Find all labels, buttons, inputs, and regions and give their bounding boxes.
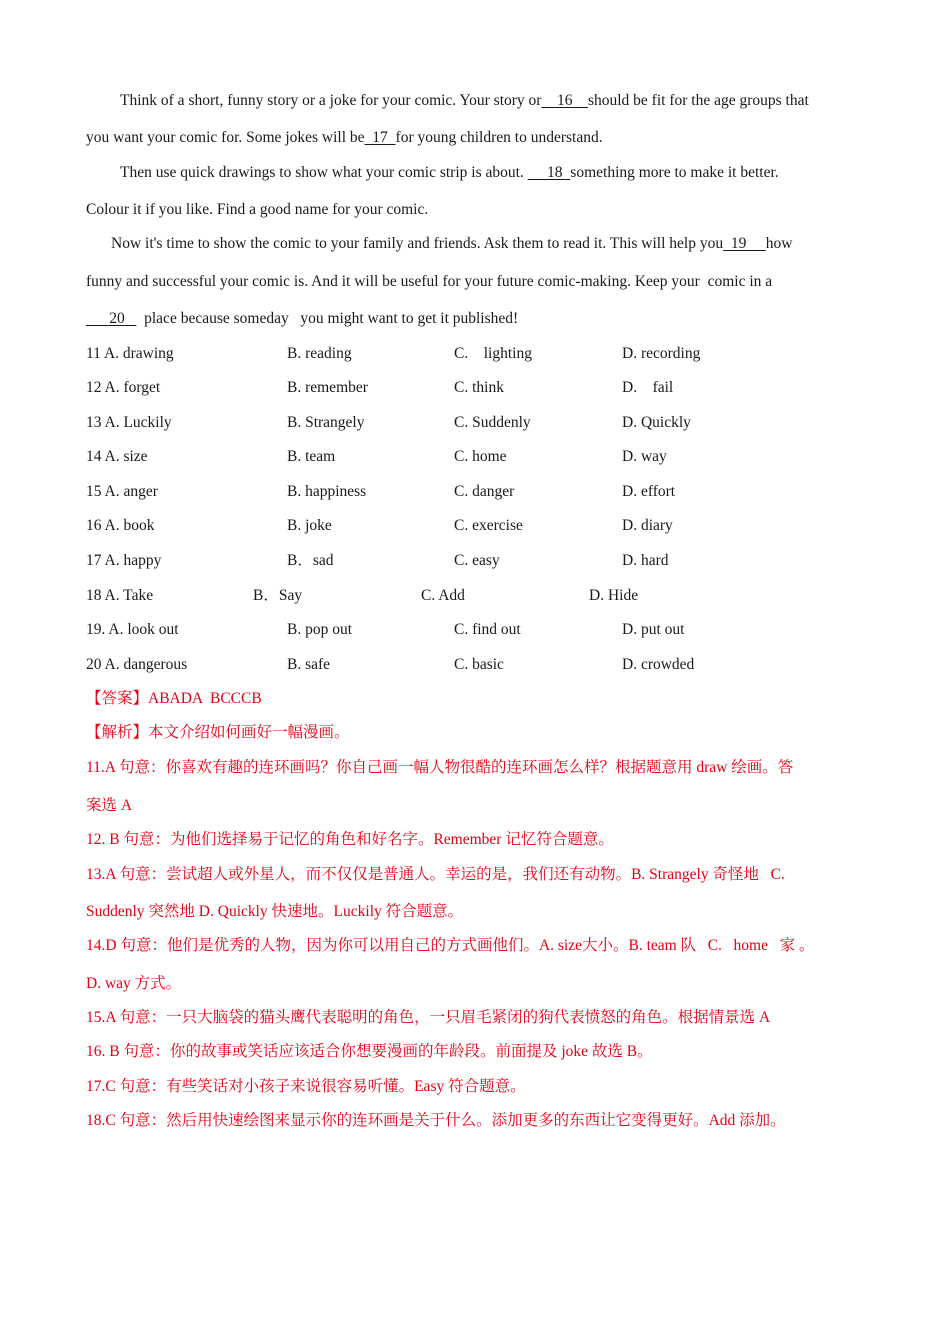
option-14-c: C. home bbox=[454, 448, 507, 465]
passage-text: Colour it if you like. Find a good name for your comic. bbox=[86, 201, 429, 218]
explanation-11-line-2: 案选 A bbox=[86, 797, 133, 814]
option-11-d: D. recording bbox=[622, 345, 701, 362]
option-14-d: D. way bbox=[622, 448, 667, 465]
passage-text: funny and successful your comic is. And it will be useful for your future comic-making. Keep your comic in a bbox=[86, 273, 773, 290]
option-17-a: 17 A. happy bbox=[86, 552, 162, 569]
explanation-12: 12. B 句意：为他们选择易于记忆的角色和好名字。Remember 记忆符合题意。 bbox=[86, 831, 614, 848]
passage-text: place because someday you might want to get it published! bbox=[136, 310, 519, 327]
option-18-c: C. Add bbox=[421, 587, 465, 604]
option-20-b: B. safe bbox=[287, 656, 331, 673]
passage-text: for young children to understand. bbox=[395, 129, 603, 146]
blank-17: 17 bbox=[364, 129, 396, 146]
option-16-c: C. exercise bbox=[454, 517, 523, 534]
option-17-d: D. hard bbox=[622, 552, 669, 569]
passage-line-2 bbox=[86, 128, 603, 148]
option-12-b: B. remember bbox=[287, 379, 368, 396]
passage-line-7 bbox=[86, 309, 518, 329]
option-13-b: B. Strangely bbox=[287, 414, 365, 431]
passage-line-3 bbox=[120, 163, 779, 183]
option-11-c: C. lighting bbox=[454, 345, 532, 362]
explanation-16: 16. B 句意：你的故事或笑话应该适合你想要漫画的年龄段。前面提及 joke 故选 B。 bbox=[86, 1043, 653, 1060]
blank-19: 19 bbox=[723, 235, 766, 252]
explanation-15: 15.A 句意：一只大脑袋的猫头鹰代表聪明的角色，一只眉毛紧闭的狗代表愤怒的角色。根据情景选 A bbox=[86, 1009, 771, 1026]
option-13-c: C. Suddenly bbox=[454, 414, 531, 431]
option-14-b: B. team bbox=[287, 448, 336, 465]
explanation-14-line-1: 14.D 句意：他们是优秀的人物，因为你可以用自己的方式画他们。A. size大小。B. team 队 C. home 家 。 bbox=[86, 937, 815, 954]
explanation-11-line-1: 11.A 句意：你喜欢有趣的连环画吗？你自己画一幅人物很酷的连环画怎么样？根据题意用 draw 绘画。答 bbox=[86, 759, 794, 776]
explanation-14-line-2: D. way 方式。 bbox=[86, 975, 182, 992]
option-12-a: 12 A. forget bbox=[86, 379, 161, 396]
passage-line-4 bbox=[86, 200, 428, 220]
passage-text: Think of a short, funny story or a joke for your comic. Your story or bbox=[120, 92, 542, 109]
option-19-c: C. find out bbox=[454, 621, 521, 638]
option-15-b: B. happiness bbox=[287, 483, 367, 500]
option-19-a: 19. A. look out bbox=[86, 621, 179, 638]
option-11-b: B. reading bbox=[287, 345, 352, 362]
option-11-a: 11 A. drawing bbox=[86, 345, 174, 362]
explanation-18: 18.C 句意：然后用快速绘图来显示你的连环画是关于什么。添加更多的东西让它变得更好。Add 添加。 bbox=[86, 1112, 786, 1129]
passage-text: something more to make it better. bbox=[570, 164, 779, 181]
option-13-a: 13 A. Luckily bbox=[86, 414, 172, 431]
passage-line-5 bbox=[111, 234, 792, 254]
option-19-b: B. pop out bbox=[287, 621, 353, 638]
answer-analysis: 【解析】本文介绍如何画好一幅漫画。 bbox=[86, 724, 350, 741]
passage-text: Then use quick drawings to show what your comic strip is about. bbox=[120, 164, 528, 181]
option-13-d: D. Quickly bbox=[622, 414, 691, 431]
answer-key: 【答案】ABADA BCCCB bbox=[86, 690, 262, 707]
passage-text: how bbox=[765, 235, 793, 252]
option-18-d: D. Hide bbox=[589, 587, 639, 604]
passage-text: Now it's time to show the comic to your family and friends. Ask them to read it. This will help you bbox=[111, 235, 724, 252]
option-16-a: 16 A. book bbox=[86, 517, 155, 534]
option-20-c: C. basic bbox=[454, 656, 504, 673]
option-17-c: C. easy bbox=[454, 552, 500, 569]
option-20-a: 20 A. dangerous bbox=[86, 656, 188, 673]
passage-text: should be fit for the age groups that bbox=[587, 92, 809, 109]
option-19-d: D. put out bbox=[622, 621, 685, 638]
passage-line-6 bbox=[86, 272, 772, 292]
option-15-c: C. danger bbox=[454, 483, 515, 500]
explanation-13-line-1: 13.A 句意：尝试超人或外星人，而不仅仅是普通人。幸运的是，我们还有动物。B. Strangely 奇怪地 C. bbox=[86, 866, 785, 883]
passage-text: you want your comic for. Some jokes will be bbox=[86, 129, 365, 146]
blank-20: 20 bbox=[86, 310, 137, 327]
blank-16: 16 bbox=[541, 92, 588, 109]
option-14-a: 14 A. size bbox=[86, 448, 148, 465]
blank-18: 18 bbox=[527, 164, 571, 181]
passage-line-1 bbox=[120, 91, 809, 111]
option-12-d: D. fail bbox=[622, 379, 674, 396]
option-16-d: D. diary bbox=[622, 517, 673, 534]
option-18-a: 18 A. Take bbox=[86, 587, 154, 604]
option-17-b: B．sad bbox=[287, 552, 334, 569]
option-20-d: D. crowded bbox=[622, 656, 695, 673]
explanation-13-line-2: Suddenly 突然地 D. Quickly 快速地。Luckily 符合题意。 bbox=[86, 903, 464, 920]
explanation-17: 17.C 句意：有些笑话对小孩子来说很容易听懂。Easy 符合题意。 bbox=[86, 1078, 526, 1095]
option-15-a: 15 A. anger bbox=[86, 483, 158, 500]
option-12-c: C. think bbox=[454, 379, 504, 396]
option-16-b: B. joke bbox=[287, 517, 332, 534]
option-18-b: B．Say bbox=[253, 587, 303, 604]
option-15-d: D. effort bbox=[622, 483, 676, 500]
